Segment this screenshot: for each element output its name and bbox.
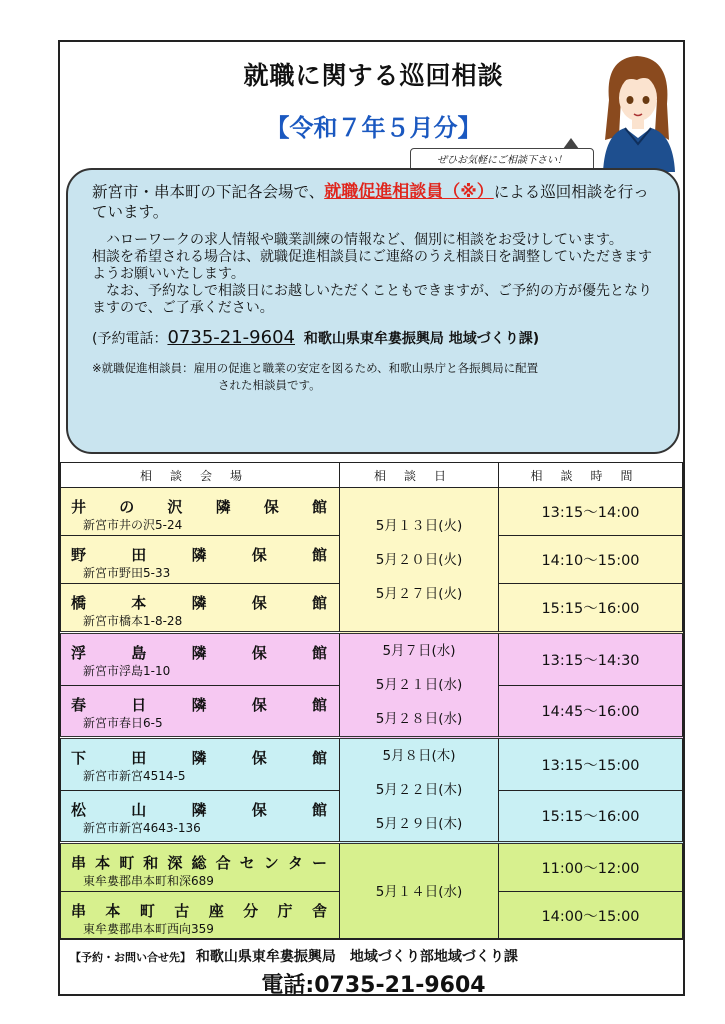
date-cell <box>340 843 499 940</box>
header-date: 相談日 <box>340 463 499 488</box>
venue-name-char: 田 <box>131 546 147 564</box>
venue-name-char: 隣 <box>191 800 207 819</box>
venue-name <box>71 496 327 517</box>
venue-name-char: セ <box>239 854 255 872</box>
venue-cell <box>61 488 340 536</box>
info-paragraph-1: ハローワークの求人情報や職業訓練の情報など、個別に相談をお受けしています。 <box>106 232 623 248</box>
footer-contact <box>70 946 518 966</box>
flyer-frame <box>58 40 685 996</box>
venue-name-char: の <box>119 498 135 516</box>
venue-name-char: 館 <box>311 546 327 564</box>
info-panel <box>66 168 680 454</box>
venue-cell <box>61 892 340 940</box>
venue-name-char: 井 <box>71 498 87 516</box>
venue-name-char: 保 <box>251 749 267 767</box>
venue-name-char: 和 <box>143 854 159 872</box>
footer-phone: 電話:0735-21-9604 <box>261 973 486 998</box>
time-cell: 14:45〜16:00 <box>499 685 683 738</box>
venue-address: 東牟婁郡串本町西向359 <box>83 922 214 936</box>
venue-name-char: 館 <box>311 800 327 819</box>
lead-text-pre: 新宮市・串本町の下記各会場で、 <box>92 183 325 201</box>
venue-cell <box>61 584 340 633</box>
venue-cell <box>61 536 340 584</box>
venue-name-char: 本 <box>95 854 111 872</box>
venue-name-char: 庁 <box>277 902 293 920</box>
venue-name-char: 保 <box>263 498 279 516</box>
venue-name-char: 座 <box>208 902 224 920</box>
consult-date: 5月１３日(火) <box>375 517 463 534</box>
phone-label: (予約電話： <box>92 331 168 347</box>
venue-name-char: 舎 <box>311 902 327 920</box>
venue-name-char: 合 <box>215 854 231 872</box>
time-cell: 14:10〜15:00 <box>499 536 683 584</box>
venue-name-char: 山 <box>131 800 147 819</box>
reservation-phone-number: 0735-21-9604 <box>167 327 295 348</box>
table-row <box>61 738 683 791</box>
venue-name-char: 保 <box>251 800 267 819</box>
venue-name-char: 串 <box>71 854 87 872</box>
page-subtitle: 【令和７年５月分】 <box>265 114 482 142</box>
venue-name-char: 館 <box>311 749 327 767</box>
table-row <box>61 843 683 892</box>
date-cell <box>340 488 499 633</box>
consult-date: 5月２７日(火) <box>375 585 463 602</box>
venue-name-char: 本 <box>131 594 147 612</box>
venue-name <box>71 592 327 613</box>
venue-name-char: 町 <box>119 854 135 872</box>
venue-cell <box>61 790 340 843</box>
header-venue: 相談会場 <box>61 463 340 488</box>
venue-name-char: 春 <box>71 695 87 714</box>
footnote-line-1: ※就職促進相談員：雇用の促進と職業の安定を図るため、和歌山県庁と各振興局に配置 <box>92 361 539 375</box>
footer-divider <box>60 938 683 939</box>
venue-name <box>71 799 327 820</box>
contact-tag: 【予約・お問い合せ先】 <box>70 951 191 964</box>
venue-name-char: ン <box>263 854 279 872</box>
consult-date: 5月８日(木) <box>382 748 456 764</box>
venue-address: 新宮市新宮4514-5 <box>83 769 186 783</box>
venue-name-char: 館 <box>311 644 327 662</box>
venue-name-char: 総 <box>191 854 207 872</box>
venue-name <box>71 544 327 565</box>
venue-name-char: 隣 <box>191 644 207 662</box>
venue-cell <box>61 843 340 892</box>
venue-name-char: 古 <box>174 902 190 920</box>
page-title: 就職に関する巡回相談 <box>243 61 504 90</box>
venue-name-char: 下 <box>71 749 87 767</box>
venue-name-char: 隣 <box>191 695 207 714</box>
venue-name-char: 隣 <box>191 594 207 612</box>
consult-date: 5月２０日(火) <box>375 551 463 568</box>
venue-name-char: 町 <box>139 902 155 920</box>
venue-address: 新宮市浮島1-10 <box>83 664 171 678</box>
venue-name-char: 野 <box>71 546 87 564</box>
schedule-table <box>60 462 683 940</box>
venue-name-char: 沢 <box>167 498 183 516</box>
consult-date: 5月２２日(木) <box>375 782 463 798</box>
time-cell: 15:15〜16:00 <box>499 790 683 843</box>
venue-name-char: 館 <box>311 594 327 612</box>
venue-name-char: 浮 <box>71 644 87 662</box>
venue-name-char: 深 <box>167 854 183 872</box>
venue-name-char: 隣 <box>191 749 207 767</box>
venue-name-char: 島 <box>131 644 147 662</box>
time-cell: 14:00〜15:00 <box>499 892 683 940</box>
consult-date: 5月２８日(水) <box>375 711 463 727</box>
time-cell: 13:15〜15:00 <box>499 738 683 791</box>
venue-address: 新宮市春日6-5 <box>83 715 163 730</box>
venue-cell <box>61 685 340 738</box>
contact-org: 和歌山県東牟婁振興局 地域づくり部地域づくり課 <box>195 949 518 965</box>
venue-name-char: タ <box>287 854 303 872</box>
venue-name <box>71 747 327 768</box>
venue-name-char: 保 <box>251 594 267 612</box>
table-row <box>61 633 683 686</box>
footnote-line-2: された相談員です。 <box>218 378 321 392</box>
venue-name-char: 日 <box>131 695 147 714</box>
venue-name-char: 田 <box>131 749 147 767</box>
venue-name-char: 隣 <box>215 498 231 516</box>
venue-name-char: 保 <box>251 695 267 714</box>
reservation-phone-line <box>92 329 662 348</box>
consult-date: 5月２９日(木) <box>375 816 463 832</box>
venue-name-char: 松 <box>71 800 87 819</box>
venue-name <box>71 642 327 663</box>
venue-name-char: ー <box>311 854 327 872</box>
venue-name <box>71 852 327 873</box>
venue-name <box>71 694 327 715</box>
consult-date: 5月７日(水) <box>382 643 456 659</box>
venue-name-char: 館 <box>311 695 327 714</box>
venue-name-char: 橋 <box>71 594 87 612</box>
lead-text-post: による巡回相談を行っています。 <box>92 183 649 221</box>
consultant-avatar-illustration <box>595 48 679 172</box>
time-cell: 13:15〜14:00 <box>499 488 683 536</box>
venue-address: 新宮市野田5-33 <box>83 566 171 580</box>
venue-name <box>71 900 327 921</box>
info-paragraph-3: なお、予約なしで相談日にお越しいただくこともできますが、ご予約の方が優先となりますので、ご了承ください。 <box>92 283 652 316</box>
time-cell: 15:15〜16:00 <box>499 584 683 633</box>
venue-address: 東牟婁郡串本町和深689 <box>83 874 214 888</box>
venue-cell <box>61 633 340 686</box>
lead-highlight: 就職促進相談員（※） <box>324 182 494 202</box>
time-cell: 11:00〜12:00 <box>499 843 683 892</box>
header-time: 相談時間 <box>499 463 683 488</box>
info-paragraph-2: 相談を希望される場合は、就職促進相談員にご連絡のうえ相談日を調整していただきますようお願いいたします。 <box>92 249 652 282</box>
venue-name-char: 館 <box>311 498 327 516</box>
table-row <box>61 488 683 536</box>
phone-org: 和歌山県東牟婁振興局 地域づくり課) <box>303 331 540 347</box>
info-lead <box>92 182 662 222</box>
consult-date: 5月１４日(水) <box>375 883 463 900</box>
venue-address: 新宮市新宮4643-136 <box>83 820 201 835</box>
speech-bubble: ぜひお気軽にご相談下さい！ <box>410 148 594 174</box>
footnote <box>92 360 662 394</box>
venue-name-char: 本 <box>105 902 121 920</box>
venue-name-char: 串 <box>71 902 87 920</box>
venue-name-char: 保 <box>251 546 267 564</box>
venue-name-char: 分 <box>243 902 259 920</box>
consult-date: 5月２１日(水) <box>375 677 463 693</box>
time-cell: 13:15〜14:30 <box>499 633 683 686</box>
venue-address: 新宮市井の沢5-24 <box>83 518 183 532</box>
venue-address: 新宮市橋本1-8-28 <box>83 614 183 628</box>
date-cell <box>340 738 499 843</box>
venue-cell <box>61 738 340 791</box>
venue-name-char: 保 <box>251 644 267 662</box>
venue-name-char: 隣 <box>191 546 207 564</box>
date-cell <box>340 633 499 738</box>
